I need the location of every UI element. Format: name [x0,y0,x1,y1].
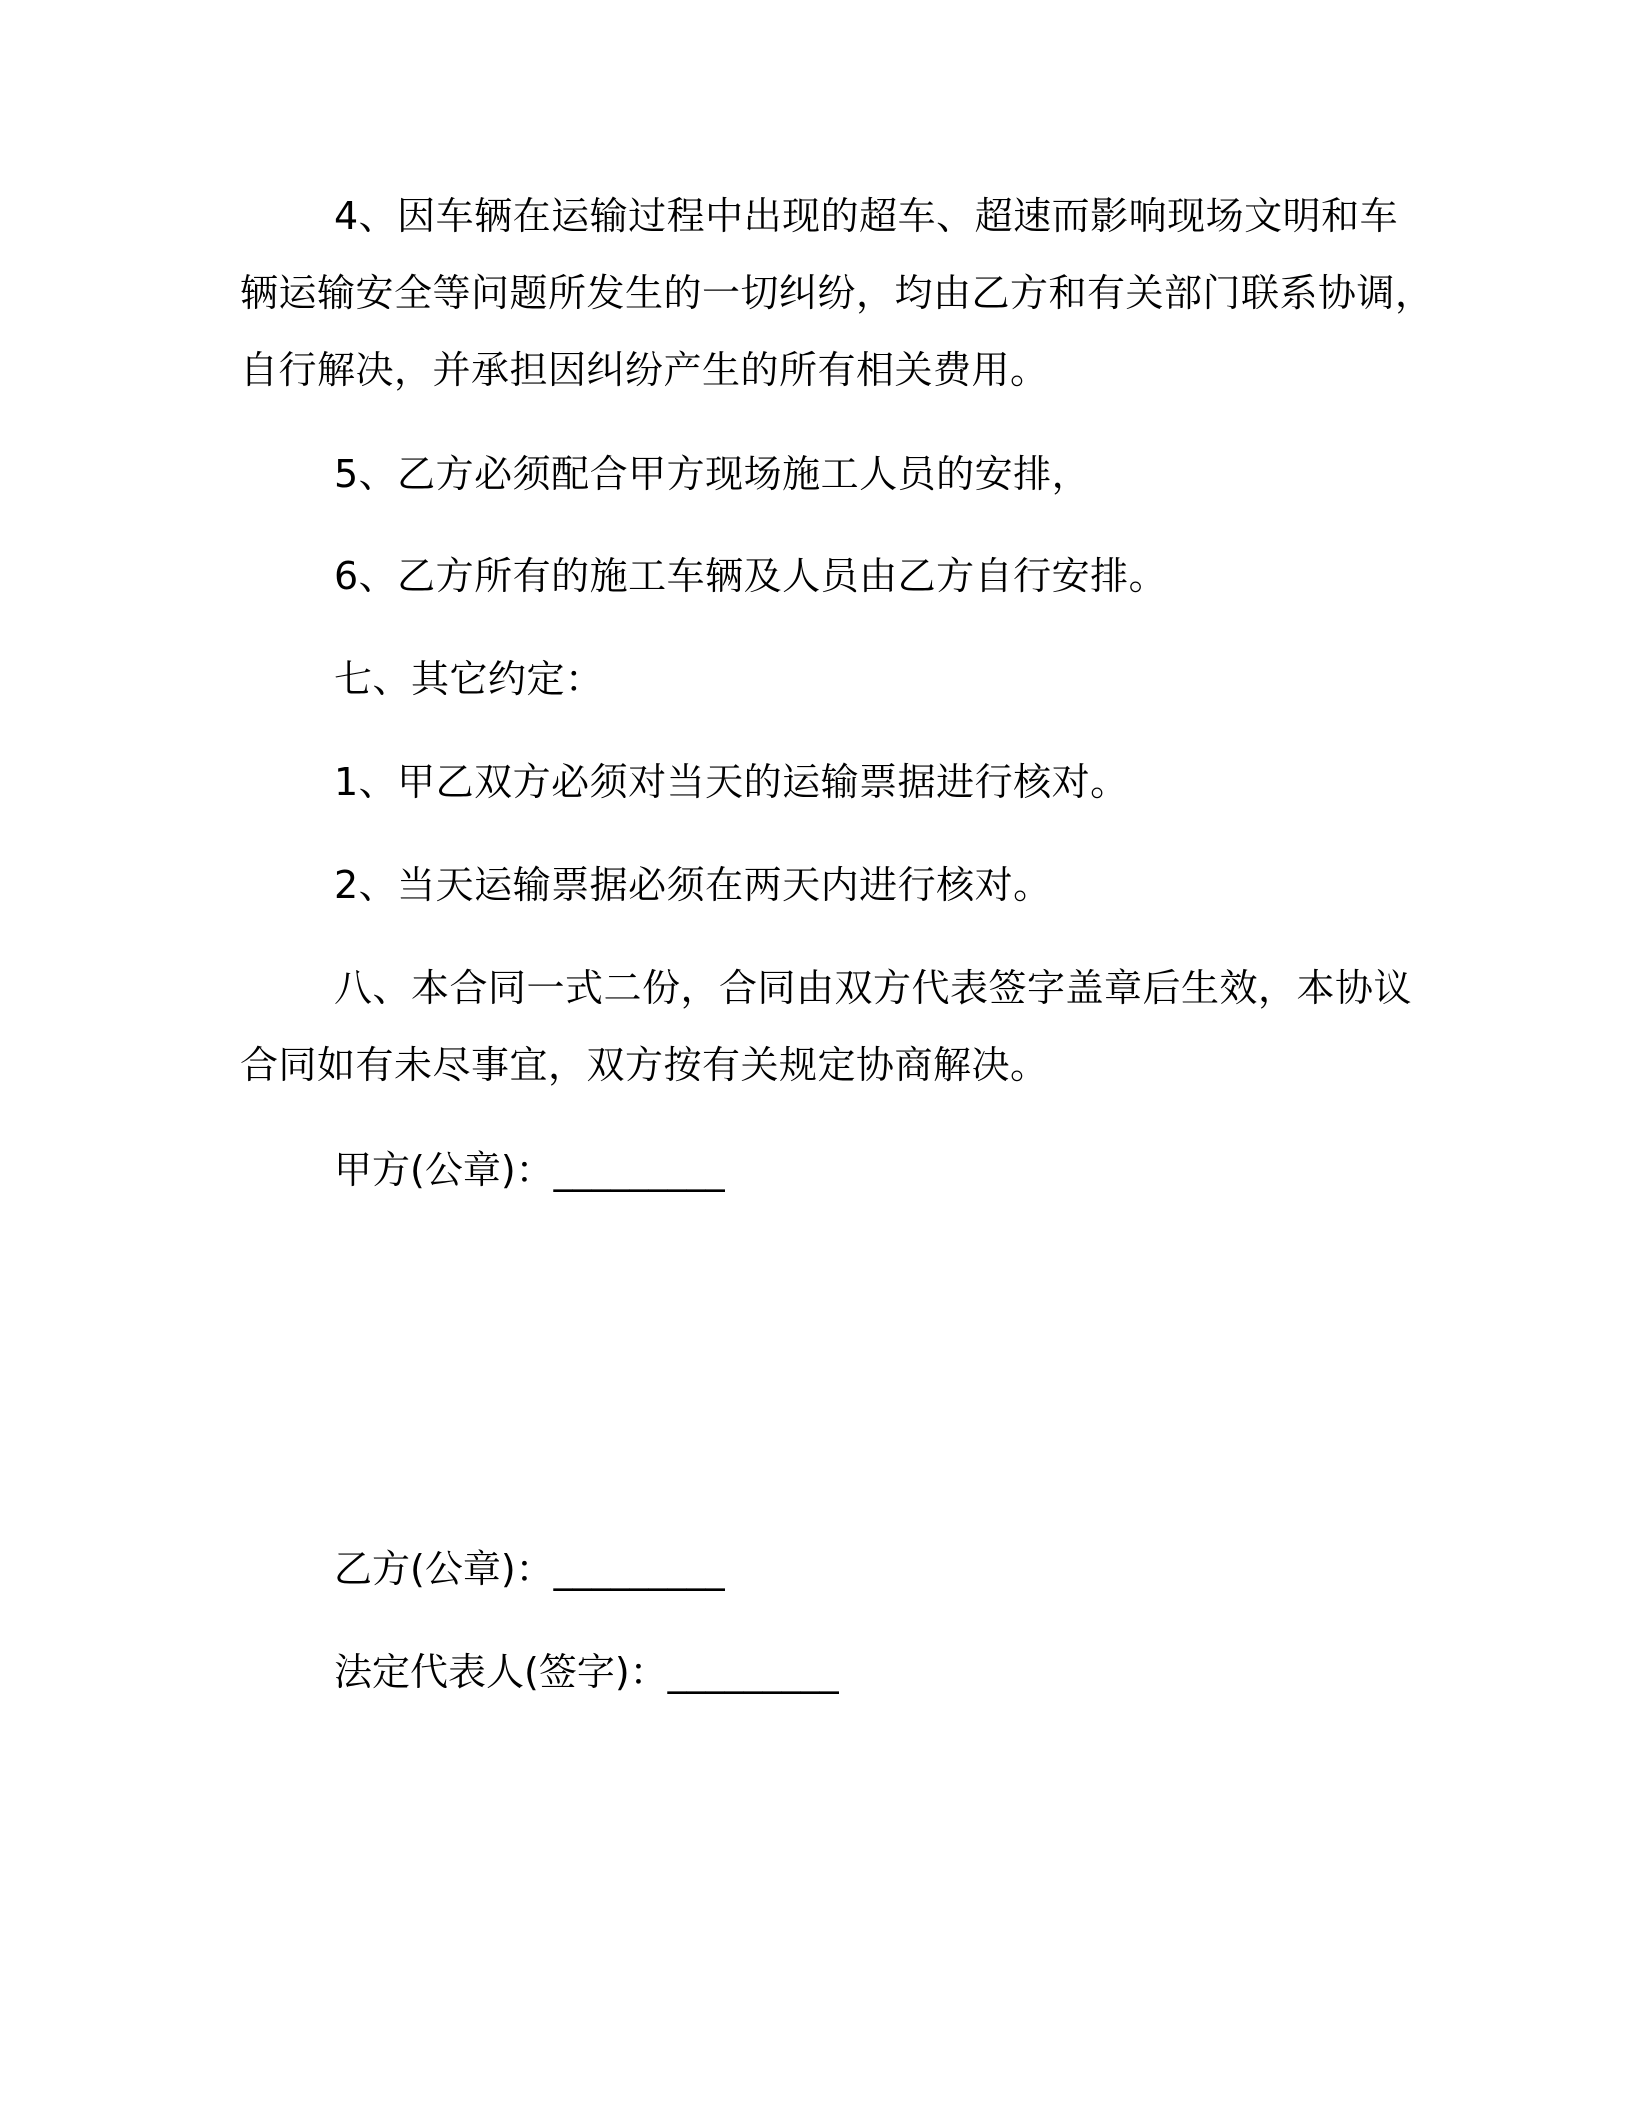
section-7-item-2 [240,847,1380,924]
legal-representative-signature-line: 法定代表人(签字)：_________ [334,1650,839,1694]
section-8 [240,950,1413,1104]
section-7-heading [240,641,1380,718]
clause-4 [240,178,1434,409]
clause-4-line-3: 自行解决，并承担因纠纷产生的所有相关费用。 [240,348,1049,392]
clause-6 [240,538,1380,615]
section-7-heading-text: 七、其它约定： [334,657,604,701]
clause-5-line-1: 5、乙方必须配合甲方现场施工人员的安排， [334,452,1091,496]
clause-4-line-1: 4、因车辆在运输过程中出现的超车、超速而影响现场文明和车 [334,194,1399,238]
section-8-line-1: 八、本合同一式二份，合同由双方代表签字盖章后生效，本协议 [334,966,1413,1010]
party-a-seal-line: 甲方(公章)：_________ [334,1148,725,1192]
clause-4-line-2: 辆运输安全等问题所发生的一切纠纷，均由乙方和有关部门联系协调， [240,271,1434,315]
section-7-item-1-text: 1、甲乙双方必须对当天的运输票据进行核对。 [334,760,1129,804]
party-b-seal-line: 乙方(公章)：_________ [334,1547,725,1591]
clause-5 [240,436,1380,513]
section-7-item-2-text: 2、当天运输票据必须在两天内进行核对。 [334,863,1052,907]
clause-6-line-1: 6、乙方所有的施工车辆及人员由乙方自行安排。 [334,554,1168,598]
section-8-line-2: 合同如有未尽事宜，双方按有关规定协商解决。 [240,1043,1049,1087]
section-7-item-1 [240,744,1380,821]
